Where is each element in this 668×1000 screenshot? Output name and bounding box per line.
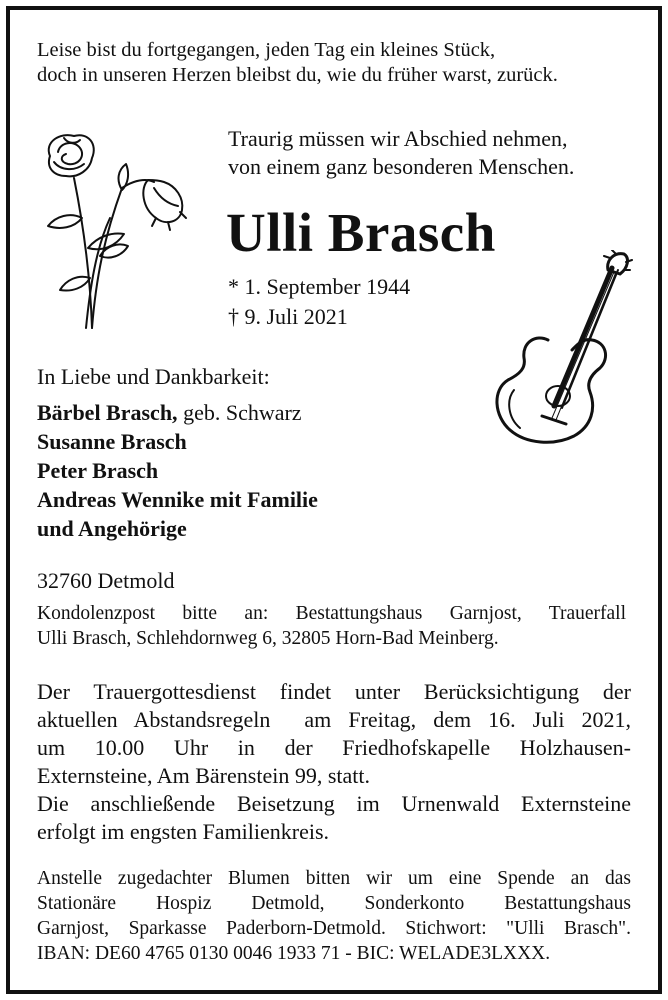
donation-line-3: Garnjost, Sparkasse Paderborn-Detmold. Stichwort: "Ulli Brasch". <box>37 918 631 939</box>
funeral-service-info <box>37 678 631 846</box>
poem-line-2: doch in unseren Herzen bleibst du, wie du früher warst, zurück. <box>37 64 558 86</box>
guitar-icon <box>492 250 642 460</box>
donation-line-1: Anstelle zugedachter Blumen bitten wir um eine Spende an das <box>37 868 631 889</box>
deceased-name: Ulli Brasch <box>226 202 496 263</box>
city: 32760 Detmold <box>37 568 175 593</box>
service-line-3: um 10.00 Uhr in der Friedhofskapelle Holzhausen- <box>37 735 631 760</box>
mourner-1-suffix: geb. Schwarz <box>177 400 302 425</box>
service-line-4: Externsteine, Am Bärenstein 99, statt. <box>37 763 370 788</box>
poem <box>37 38 558 88</box>
donation-line-2: Stationäre Hospiz Detmold, Sonderkonto Bestattungshaus <box>37 893 631 914</box>
mourners-heading: In Liebe und Dankbarkeit: <box>37 364 270 389</box>
service-line-1: Der Trauergottesdienst findet unter Berücksichtigung der <box>37 679 631 704</box>
donation-line-4: IBAN: DE60 4765 0130 0046 1933 71 - BIC: WELADE3LXXX. <box>37 943 551 964</box>
intro-line-1: Traurig müssen wir Abschied nehmen, <box>228 126 568 151</box>
intro-line-2: von einem ganz besonderen Menschen. <box>228 154 575 179</box>
mourners-list <box>37 398 318 543</box>
condolence-line-2: Ulli Brasch, Schlehdornweg 6, 32805 Horn-Bad Meinberg. <box>37 628 499 649</box>
birth-date: * 1. September 1944 <box>228 274 411 299</box>
donation-info <box>37 866 631 966</box>
mourner-1 <box>37 398 318 427</box>
service-line-5: Die anschließende Beisetzung im Urnenwald Externsteine <box>37 791 631 816</box>
death-date: † 9. Juli 2021 <box>228 304 348 329</box>
mourner-5: und Angehörige <box>37 516 187 541</box>
condolence-line-1: Kondolenzpost bitte an: Bestattungshaus Garnjost, Trauerfall <box>37 603 626 624</box>
service-line-6: erfolgt im engsten Familienkreis. <box>37 819 330 844</box>
poem-line-1: Leise bist du fortgegangen, jeden Tag ein kleines Stück, <box>37 39 496 61</box>
farewell-intro <box>228 125 574 181</box>
mourner-1-name: Bärbel Brasch, <box>37 400 178 425</box>
mourner-4: Andreas Wennike mit Familie <box>37 487 318 512</box>
condolence-address <box>37 601 626 651</box>
mourner-2: Susanne Brasch <box>37 429 187 454</box>
service-line-2: aktuellen Abstandsregeln am Freitag, dem 16. Juli 2021, <box>37 707 631 732</box>
rose-bouquet-icon <box>30 128 190 338</box>
mourner-3: Peter Brasch <box>37 458 159 483</box>
life-dates <box>228 272 410 332</box>
